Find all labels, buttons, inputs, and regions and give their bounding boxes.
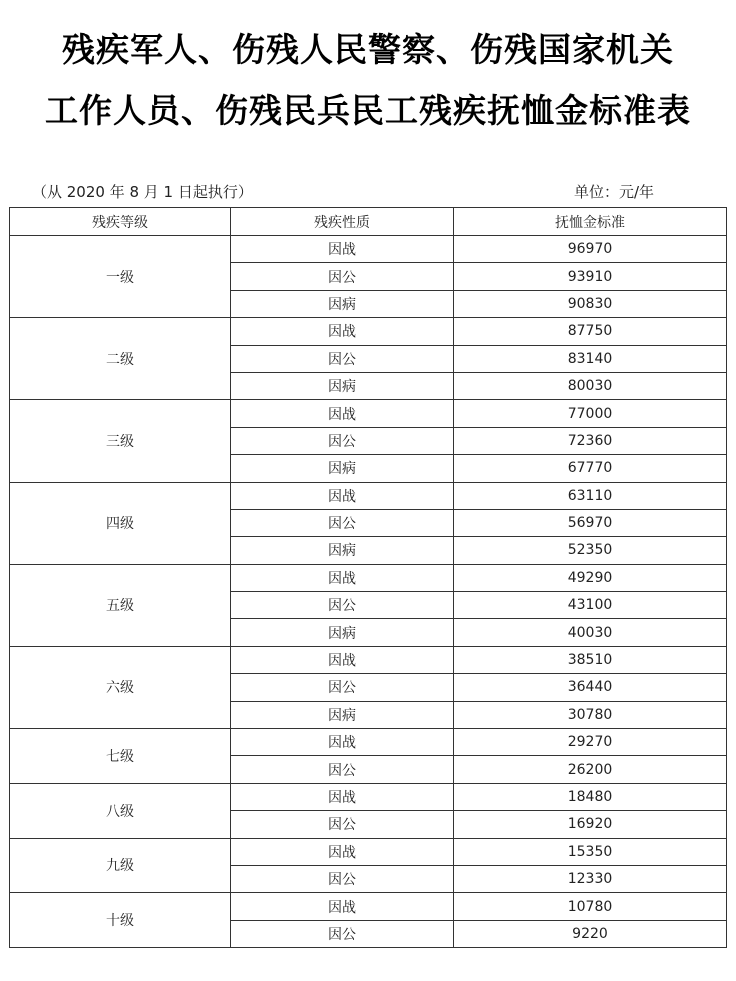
amount-cell: 38510 xyxy=(454,646,727,673)
column-header-grade: 残疾等级 xyxy=(10,208,231,236)
nature-cell: 因战 xyxy=(231,236,454,263)
grade-cell: 九级 xyxy=(10,838,231,893)
nature-cell: 因病 xyxy=(231,701,454,728)
amount-cell: 18480 xyxy=(454,783,727,810)
nature-cell: 因战 xyxy=(231,318,454,345)
nature-cell: 因公 xyxy=(231,345,454,372)
table-header-row xyxy=(10,208,727,236)
amount-cell: 56970 xyxy=(454,509,727,536)
nature-cell: 因公 xyxy=(231,756,454,783)
amount-cell: 12330 xyxy=(454,865,727,892)
table-body xyxy=(10,236,727,948)
nature-cell: 因公 xyxy=(231,674,454,701)
nature-cell: 因公 xyxy=(231,920,454,947)
amount-cell: 77000 xyxy=(454,400,727,427)
nature-cell: 因战 xyxy=(231,564,454,591)
table-row xyxy=(10,564,727,591)
nature-cell: 因公 xyxy=(231,509,454,536)
grade-cell: 五级 xyxy=(10,564,231,646)
nature-cell: 因公 xyxy=(231,592,454,619)
amount-cell: 93910 xyxy=(454,263,727,290)
nature-cell: 因病 xyxy=(231,537,454,564)
nature-cell: 因公 xyxy=(231,427,454,454)
table-row xyxy=(10,482,727,509)
document-title-line-2: 工作人员、伤残民兵民工残疾抚恤金标准表 xyxy=(45,91,691,130)
amount-cell: 36440 xyxy=(454,674,727,701)
nature-cell: 因战 xyxy=(231,729,454,756)
amount-cell: 80030 xyxy=(454,372,727,399)
nature-cell: 因战 xyxy=(231,400,454,427)
nature-cell: 因病 xyxy=(231,372,454,399)
grade-cell: 四级 xyxy=(10,482,231,564)
amount-cell: 83140 xyxy=(454,345,727,372)
amount-cell: 29270 xyxy=(454,729,727,756)
effective-date-note: （从 2020 年 8 月 1 日起执行） xyxy=(32,183,253,201)
table-row xyxy=(10,783,727,810)
amount-cell: 96970 xyxy=(454,236,727,263)
nature-cell: 因公 xyxy=(231,811,454,838)
grade-cell: 六级 xyxy=(10,646,231,728)
grade-cell: 二级 xyxy=(10,318,231,400)
document-title-line-1: 残疾军人、伤残人民警察、伤残国家机关 xyxy=(62,30,674,69)
amount-cell: 67770 xyxy=(454,455,727,482)
nature-cell: 因战 xyxy=(231,838,454,865)
nature-cell: 因病 xyxy=(231,619,454,646)
nature-cell: 因病 xyxy=(231,455,454,482)
column-header-nature: 残疾性质 xyxy=(231,208,454,236)
amount-cell: 43100 xyxy=(454,592,727,619)
nature-cell: 因战 xyxy=(231,646,454,673)
amount-cell: 90830 xyxy=(454,290,727,317)
nature-cell: 因战 xyxy=(231,893,454,920)
grade-cell: 三级 xyxy=(10,400,231,482)
grade-cell: 七级 xyxy=(10,729,231,784)
grade-cell: 八级 xyxy=(10,783,231,838)
table-row xyxy=(10,729,727,756)
nature-cell: 因公 xyxy=(231,263,454,290)
table-row xyxy=(10,236,727,263)
nature-cell: 因公 xyxy=(231,865,454,892)
unit-note: 单位：元/年 xyxy=(574,183,655,201)
amount-cell: 15350 xyxy=(454,838,727,865)
nature-cell: 因战 xyxy=(231,783,454,810)
table-row xyxy=(10,893,727,920)
amount-cell: 63110 xyxy=(454,482,727,509)
table-row xyxy=(10,838,727,865)
nature-cell: 因病 xyxy=(231,290,454,317)
amount-cell: 30780 xyxy=(454,701,727,728)
table-row xyxy=(10,318,727,345)
amount-cell: 49290 xyxy=(454,564,727,591)
nature-cell: 因战 xyxy=(231,482,454,509)
amount-cell: 26200 xyxy=(454,756,727,783)
table-row xyxy=(10,400,727,427)
pension-standard-table xyxy=(9,207,727,948)
amount-cell: 87750 xyxy=(454,318,727,345)
amount-cell: 9220 xyxy=(454,920,727,947)
amount-cell: 40030 xyxy=(454,619,727,646)
table-row xyxy=(10,646,727,673)
grade-cell: 一级 xyxy=(10,236,231,318)
column-header-amount: 抚恤金标准 xyxy=(454,208,727,236)
grade-cell: 十级 xyxy=(10,893,231,948)
amount-cell: 16920 xyxy=(454,811,727,838)
amount-cell: 10780 xyxy=(454,893,727,920)
amount-cell: 52350 xyxy=(454,537,727,564)
amount-cell: 72360 xyxy=(454,427,727,454)
